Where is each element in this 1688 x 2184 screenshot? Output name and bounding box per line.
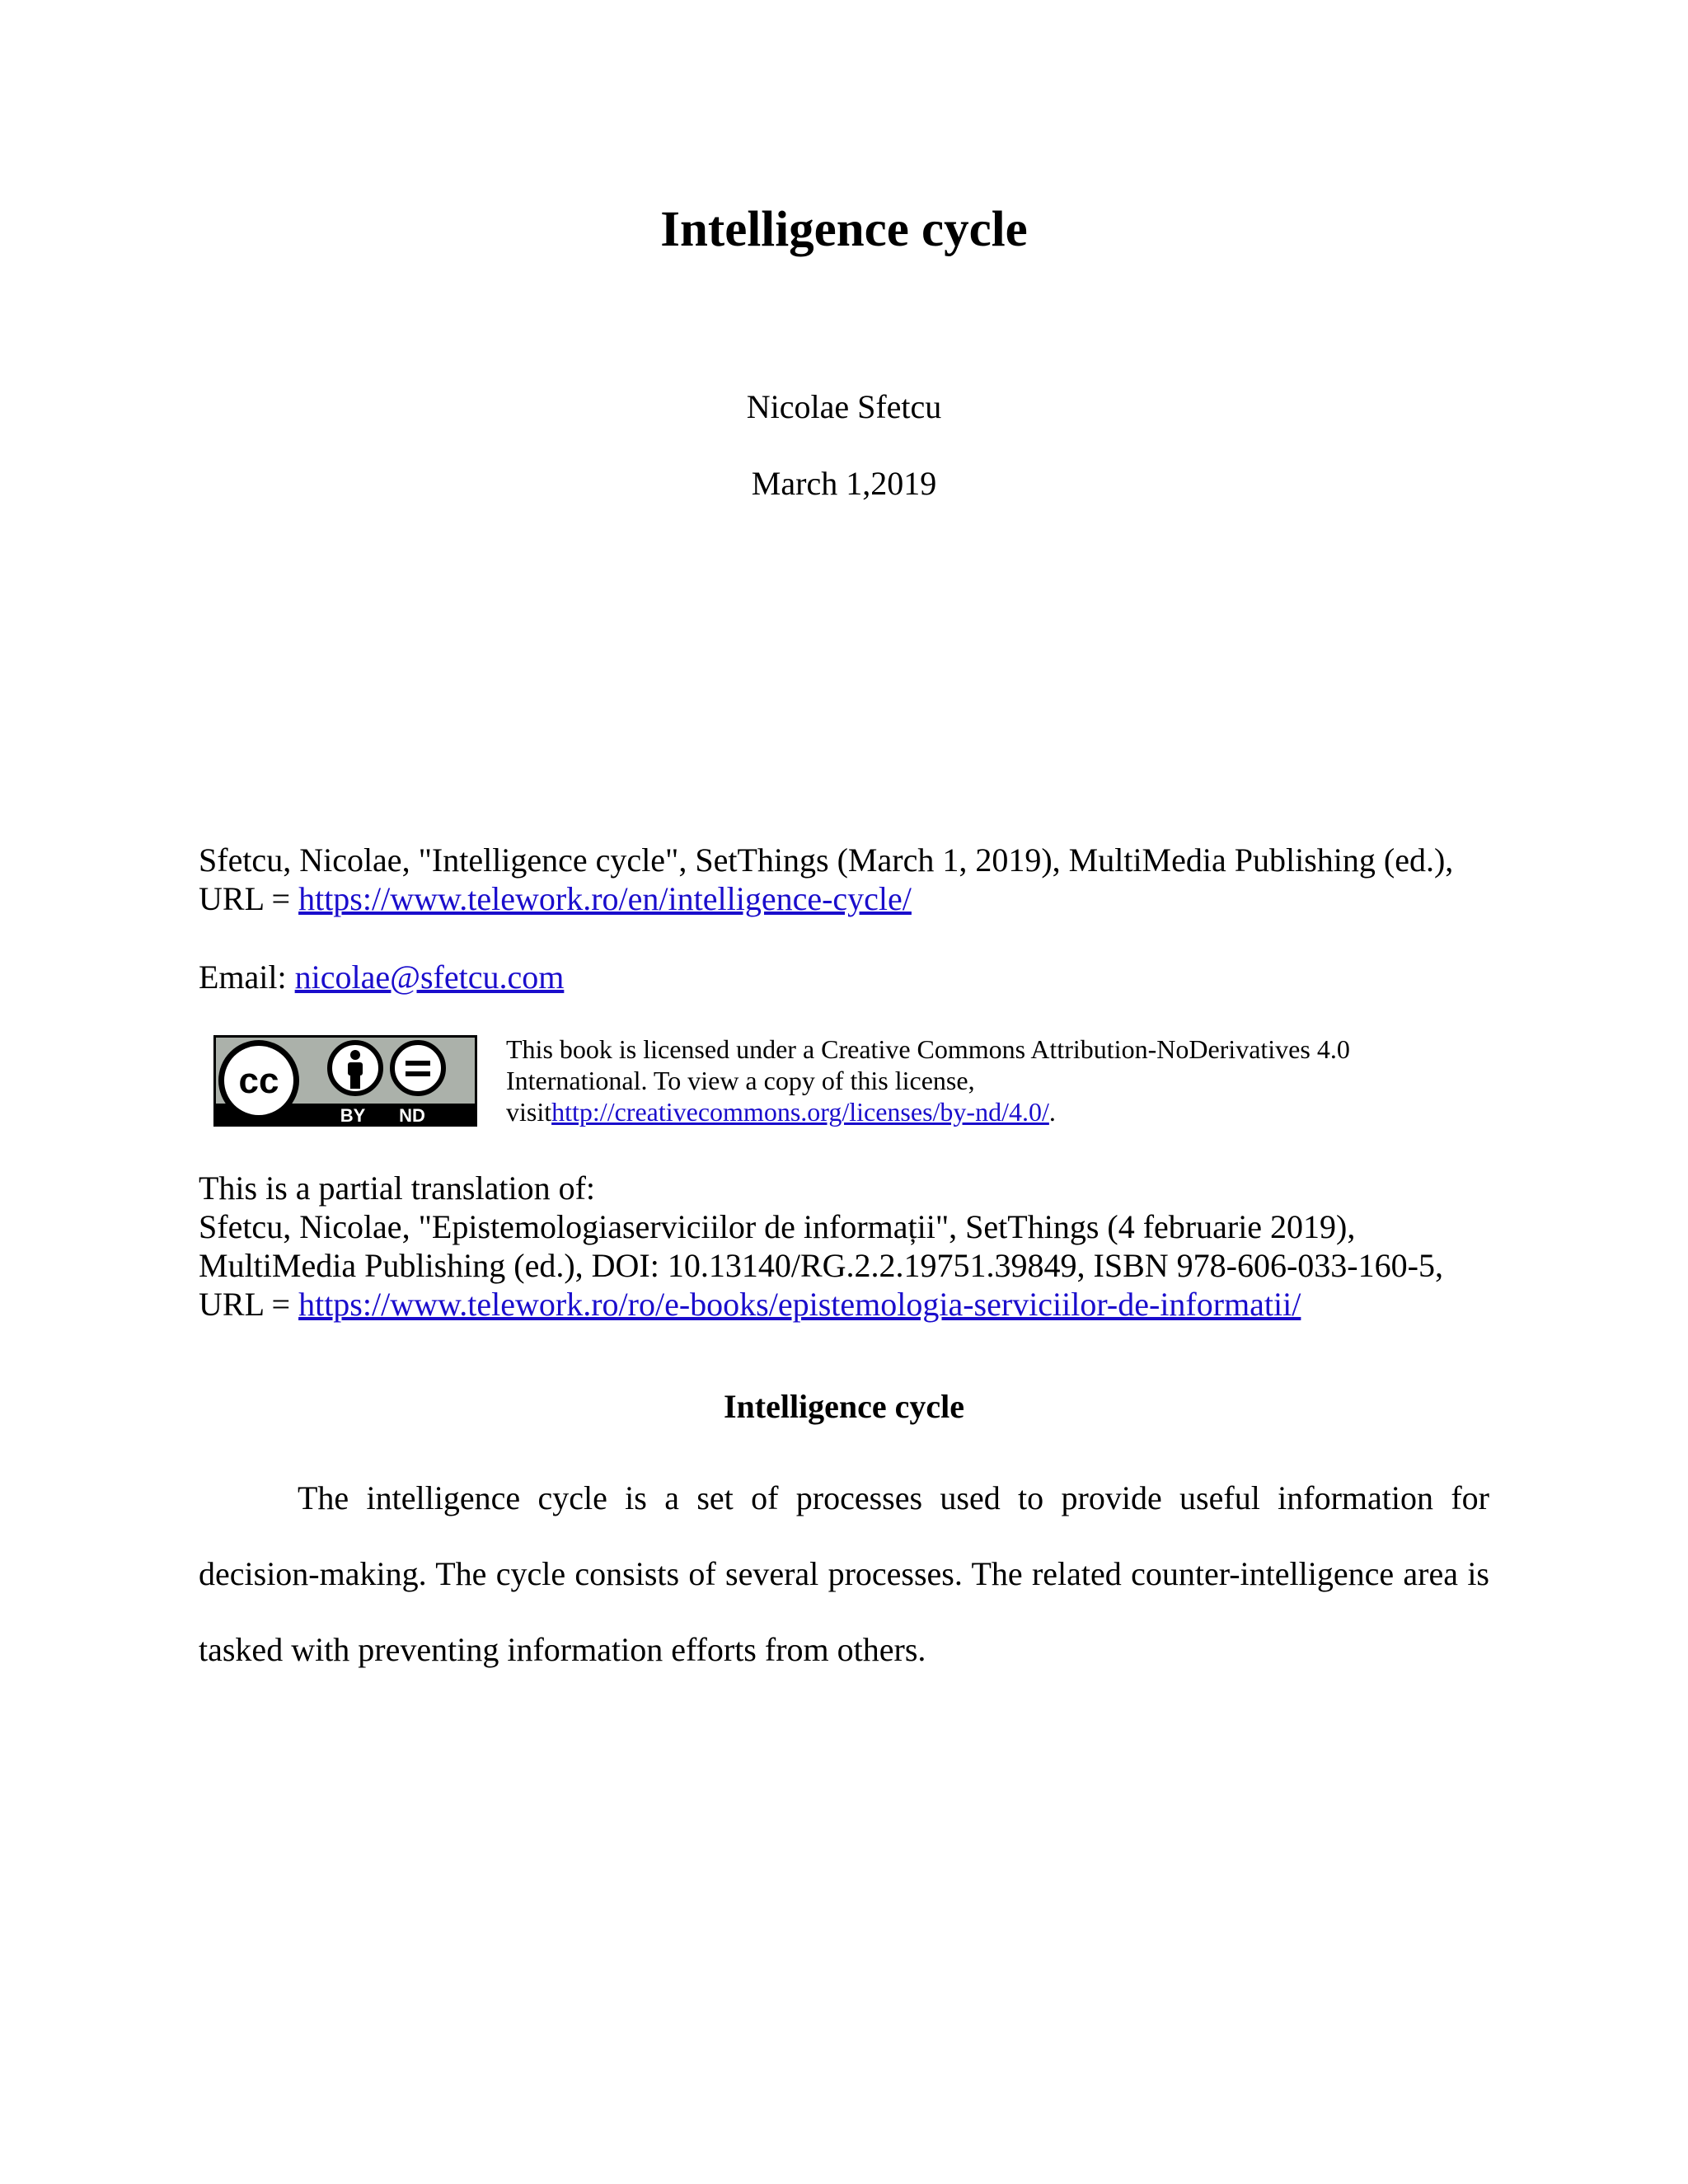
- email-link[interactable]: nicolae@sfetcu.com: [294, 958, 565, 996]
- translation-block: [199, 1169, 1443, 1324]
- translation-citation-line: MultiMedia Publishing (ed.), DOI: 10.13140/RG.2.2.19751.39849, ISBN 978-606-033-160-5,: [199, 1247, 1443, 1284]
- citation-url-prefix: URL =: [199, 880, 299, 917]
- translation-url-link[interactable]: https://www.telework.ro/ro/e-books/epistemologia-serviciilor-de-informatii/: [298, 1286, 1301, 1323]
- translation-intro: This is a partial translation of:: [199, 1169, 595, 1207]
- nd-label: ND: [399, 1105, 425, 1126]
- citation-url-link[interactable]: https://www.telework.ro/en/intelligence-cycle/: [298, 880, 912, 917]
- cc-text: cc: [238, 1061, 279, 1101]
- translation-url-line: [199, 1285, 1443, 1324]
- license-period: .: [1048, 1097, 1056, 1127]
- section-heading: Intelligence cycle: [723, 1388, 965, 1425]
- creative-commons-by-nd-icon: [213, 1034, 478, 1127]
- license-line: International. To view a copy of this license,: [506, 1066, 975, 1095]
- citation-line: Sfetcu, Nicolae, "Intelligence cycle", SetThings (March 1, 2019), MultiMedia Publishing (ed.),: [199, 841, 1454, 879]
- license-url-line: [506, 1096, 1350, 1127]
- by-label: BY: [340, 1105, 366, 1126]
- publication-date: March 1,2019: [751, 465, 937, 502]
- paragraph-line: decision-making. The cycle consists of several processes. The related counter-intelligence area is: [199, 1555, 1489, 1592]
- citation-url-line: [199, 879, 1453, 918]
- paragraph-line: The intelligence cycle is a set of processes used to provide useful information for: [298, 1479, 1489, 1516]
- document-title: Intelligence cycle: [660, 202, 1028, 257]
- paragraph-line: tasked with preventing information efforts from others.: [199, 1631, 926, 1668]
- email-line: [199, 958, 564, 997]
- license-url-link[interactable]: http://creativecommons.org/licenses/by-nd/4.0/: [551, 1097, 1049, 1127]
- body-paragraph: [199, 1460, 1489, 1688]
- license-visit-text: visit: [506, 1097, 552, 1127]
- citation-block: [199, 841, 1453, 918]
- license-notice: [506, 1033, 1350, 1127]
- license-line: This book is licensed under a Creative Commons Attribution-NoDerivatives 4.0: [506, 1034, 1350, 1064]
- email-label: Email:: [199, 958, 295, 996]
- translation-url-prefix: URL =: [199, 1286, 299, 1323]
- author-name: Nicolae Sfetcu: [746, 388, 942, 425]
- translation-citation-line: Sfetcu, Nicolae, "Epistemologiaserviciilor de informații", SetThings (4 februarie 2019),: [199, 1208, 1356, 1245]
